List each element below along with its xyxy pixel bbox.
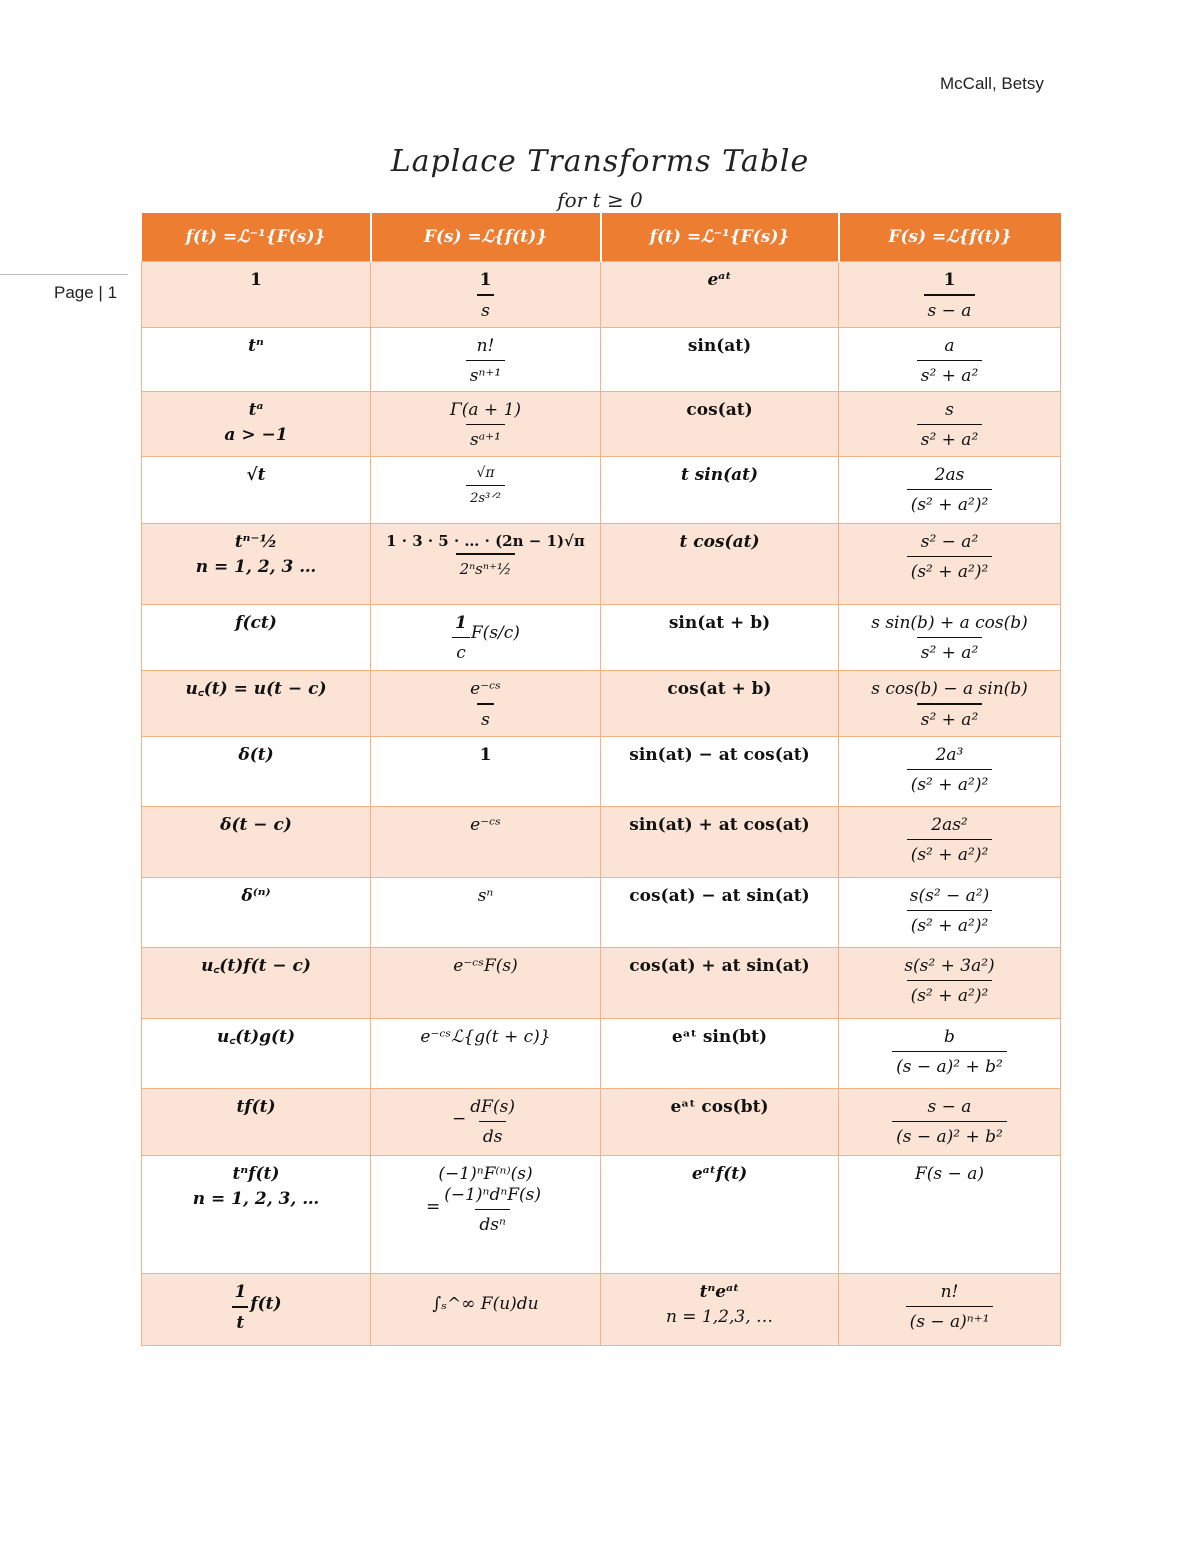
table-row xyxy=(142,1088,1061,1155)
fraction-denominator: s − a xyxy=(924,294,976,322)
fraction xyxy=(476,270,496,323)
cell-f: eᵃᵗf(t) xyxy=(601,1155,839,1273)
fraction-denominator: s xyxy=(477,703,494,731)
fraction-denominator: s² + a² xyxy=(917,360,983,387)
cell-f xyxy=(142,523,371,604)
fraction-numerator: s² − a² xyxy=(920,531,979,552)
cell-f: δ(t) xyxy=(142,736,371,806)
fraction-numerator: s(s² + 3a²) xyxy=(904,955,995,976)
fraction-numerator: 1 xyxy=(234,1281,247,1302)
cell-F xyxy=(371,456,601,523)
fraction-numerator: s(s² − a²) xyxy=(909,885,990,906)
fraction-denominator: s² + a² xyxy=(917,637,983,664)
table-row xyxy=(142,604,1061,670)
cell-f: sin(at) + at cos(at) xyxy=(601,806,839,877)
fraction-numerator: Γ(a + 1) xyxy=(449,400,522,420)
fraction-denominator: (s − a)ⁿ⁺¹ xyxy=(906,1306,994,1333)
fraction-denominator: (s − a)² + b² xyxy=(892,1051,1007,1078)
fraction xyxy=(230,1282,250,1335)
table-row xyxy=(142,736,1061,806)
fraction-numerator: (−1)ⁿdⁿF(s) xyxy=(444,1184,542,1205)
cell-f xyxy=(142,1155,371,1273)
cell-F: sⁿ xyxy=(371,877,601,947)
fraction-numerator: 1 · 3 · 5 · … · (2n − 1)√π xyxy=(386,531,585,550)
cell-condition: n = 1, 2, 3 … xyxy=(195,556,317,577)
fraction-denominator: sᵃ⁺¹ xyxy=(466,424,505,451)
cell-F: e⁻ᶜˢ xyxy=(371,806,601,877)
cell-line: (−1)ⁿF⁽ⁿ⁾(s) xyxy=(438,1163,533,1184)
cell-F xyxy=(839,877,1061,947)
cell-f: u꜀(t) = u(t − c) xyxy=(142,670,371,736)
fraction xyxy=(907,465,993,517)
fraction-numerator: a xyxy=(944,335,955,356)
table-header-row xyxy=(142,213,1061,262)
fraction-numerator: dF(s) xyxy=(470,1096,515,1117)
fraction-numerator: s sin(b) + a cos(b) xyxy=(871,612,1028,633)
fraction xyxy=(907,815,993,867)
cell-line: tⁿeᵃᵗ xyxy=(699,1281,740,1302)
fraction-denominator: s² + a² xyxy=(917,424,983,451)
cell-F xyxy=(371,1088,601,1155)
cell-f: u꜀(t)g(t) xyxy=(142,1018,371,1088)
fraction-denominator: (s² + a²)² xyxy=(907,489,993,516)
cell-F: 1 xyxy=(371,736,601,806)
fraction-tail: F(s/c) xyxy=(470,622,520,643)
fraction-numerator: 1 xyxy=(479,270,492,290)
table-row xyxy=(142,523,1061,604)
cell-f: δ⁽ⁿ⁾ xyxy=(142,877,371,947)
cell-f: eᵃᵗ cos(bt) xyxy=(601,1088,839,1155)
cell-F xyxy=(839,262,1061,328)
cell-f: eᵃᵗ sin(bt) xyxy=(601,1018,839,1088)
cell-F xyxy=(371,392,601,457)
cell-f: t cos(at) xyxy=(601,523,839,604)
page-subtitle: for t ≥ 0 xyxy=(557,188,643,212)
fraction xyxy=(906,1282,994,1334)
fraction-tail: f(t) xyxy=(250,1293,282,1314)
table-row xyxy=(142,806,1061,877)
page-title: Laplace Transforms Table xyxy=(390,144,810,179)
fraction xyxy=(907,745,993,797)
equals-sign: = xyxy=(425,1196,441,1217)
fraction-denominator: (s² + a²)² xyxy=(907,556,993,583)
cell-f: tⁿ xyxy=(142,327,371,392)
cell-f: f(ct) xyxy=(142,604,371,670)
fraction-numerator: √π xyxy=(476,464,495,481)
fraction-numerator: 2as² xyxy=(931,814,968,835)
fraction-denominator: (s² + a²)² xyxy=(907,839,993,866)
fraction-denominator: sⁿ⁺¹ xyxy=(466,360,505,387)
cell-condition: n = 1,2,3, … xyxy=(665,1306,774,1327)
fraction xyxy=(917,400,983,452)
fraction-denominator: 2s³ᐟ² xyxy=(466,485,505,507)
cell-f xyxy=(142,1273,371,1345)
cell-f: cos(at + b) xyxy=(601,670,839,736)
fraction-denominator: c xyxy=(452,637,470,664)
cell-F xyxy=(371,670,601,736)
page-number-rule xyxy=(0,274,128,275)
cell-F: F(s − a) xyxy=(839,1155,1061,1273)
cell-F xyxy=(839,736,1061,806)
cell-f: tf(t) xyxy=(142,1088,371,1155)
cell-F xyxy=(371,327,601,392)
column-header: f(t) =ℒ⁻¹{F(s)} xyxy=(601,213,839,262)
cell-F xyxy=(839,392,1061,457)
cell-F xyxy=(839,327,1061,392)
table-row xyxy=(142,1018,1061,1088)
column-header: F(s) =ℒ{f(t)} xyxy=(839,213,1061,262)
fraction-numerator: s xyxy=(945,400,954,420)
cell-f: 1 xyxy=(142,262,371,328)
cell-F xyxy=(839,806,1061,877)
table-row xyxy=(142,1273,1061,1345)
table-row xyxy=(142,1155,1061,1273)
cell-f: eᵃᵗ xyxy=(601,262,839,328)
cell-f: sin(at) xyxy=(601,327,839,392)
author-name: McCall, Betsy xyxy=(940,74,1044,93)
fraction-numerator: b xyxy=(944,1026,955,1047)
cell-F xyxy=(371,1155,601,1273)
fraction xyxy=(867,613,1032,665)
cell-line: tⁿ⁻½ xyxy=(234,531,278,552)
cell-F xyxy=(839,1018,1061,1088)
page-number: Page | 1 xyxy=(54,283,118,302)
cell-F xyxy=(371,604,601,670)
table-row xyxy=(142,877,1061,947)
fraction-numerator: 1 xyxy=(943,270,956,290)
fraction xyxy=(382,532,589,580)
cell-F xyxy=(371,262,601,328)
cell-F: e⁻ᶜˢℒ{g(t + c)} xyxy=(371,1018,601,1088)
cell-f: cos(at) − at sin(at) xyxy=(601,877,839,947)
fraction xyxy=(466,336,505,388)
cell-F xyxy=(839,947,1061,1018)
fraction xyxy=(446,400,525,452)
cell-F xyxy=(839,1088,1061,1155)
fraction-numerator: n! xyxy=(940,1281,959,1302)
table-row xyxy=(142,327,1061,392)
column-header: f(t) =ℒ⁻¹{F(s)} xyxy=(142,213,371,262)
fraction-denominator: (s² + a²)² xyxy=(907,980,993,1007)
fraction xyxy=(440,1185,545,1237)
minus-sign: − xyxy=(452,1108,467,1129)
cell-F xyxy=(839,1273,1061,1345)
cell-F xyxy=(839,604,1061,670)
cell-f: t sin(at) xyxy=(601,456,839,523)
cell-f: cos(at) + at sin(at) xyxy=(601,947,839,1018)
fraction-numerator: s − a xyxy=(927,1096,972,1117)
fraction-numerator: 2as xyxy=(934,464,965,485)
cell-line: tᵃ xyxy=(248,400,264,420)
fraction-numerator: 1 xyxy=(455,612,467,633)
fraction-denominator: (s − a)² + b² xyxy=(892,1121,1007,1148)
fraction-numerator: n! xyxy=(476,335,495,356)
cell-F xyxy=(839,456,1061,523)
table-row xyxy=(142,262,1061,328)
fraction xyxy=(466,1097,519,1149)
fraction-denominator: s xyxy=(477,294,494,322)
cell-line: tⁿf(t) xyxy=(232,1163,280,1184)
fraction xyxy=(466,679,505,732)
cell-f xyxy=(142,392,371,457)
fraction xyxy=(924,270,976,323)
fraction-denominator: ds xyxy=(479,1121,507,1148)
column-header: F(s) =ℒ{f(t)} xyxy=(371,213,601,262)
table-row xyxy=(142,392,1061,457)
fraction xyxy=(867,679,1032,732)
table-row xyxy=(142,456,1061,523)
cell-f: cos(at) xyxy=(601,392,839,457)
fraction xyxy=(917,336,983,388)
fraction-numerator: s cos(b) − a sin(b) xyxy=(871,678,1028,699)
fraction-denominator: s² + a² xyxy=(917,703,983,731)
fraction xyxy=(892,1027,1007,1079)
fraction xyxy=(451,613,471,665)
cell-f: sin(at + b) xyxy=(601,604,839,670)
fraction xyxy=(466,465,505,508)
fraction-denominator: t xyxy=(232,1306,248,1334)
cell-f: u꜀(t)f(t − c) xyxy=(142,947,371,1018)
cell-F: ∫ₛ^∞ F(u)du xyxy=(371,1273,601,1345)
cell-f xyxy=(601,1273,839,1345)
cell-condition: a > −1 xyxy=(224,425,288,446)
cell-F xyxy=(839,670,1061,736)
fraction-denominator: dsⁿ xyxy=(475,1209,510,1236)
cell-condition: n = 1, 2, 3, … xyxy=(192,1188,320,1209)
fraction-numerator: 2a³ xyxy=(935,744,964,765)
fraction xyxy=(892,1097,1007,1149)
cell-F xyxy=(839,523,1061,604)
cell-f: sin(at) − at cos(at) xyxy=(601,736,839,806)
fraction-denominator: (s² + a²)² xyxy=(907,910,993,937)
fraction-numerator: e⁻ᶜˢ xyxy=(470,678,501,699)
cell-F: e⁻ᶜˢF(s) xyxy=(371,947,601,1018)
cell-f: √t xyxy=(142,456,371,523)
cell-F xyxy=(371,523,601,604)
fraction xyxy=(906,886,994,938)
table-row xyxy=(142,947,1061,1018)
fraction xyxy=(900,956,998,1008)
fraction-denominator: (s² + a²)² xyxy=(907,769,993,796)
fraction xyxy=(907,532,993,584)
fraction-denominator: 2ⁿsⁿ⁺½ xyxy=(456,553,516,579)
laplace-table xyxy=(141,213,1061,1346)
cell-f: δ(t − c) xyxy=(142,806,371,877)
table-row xyxy=(142,670,1061,736)
